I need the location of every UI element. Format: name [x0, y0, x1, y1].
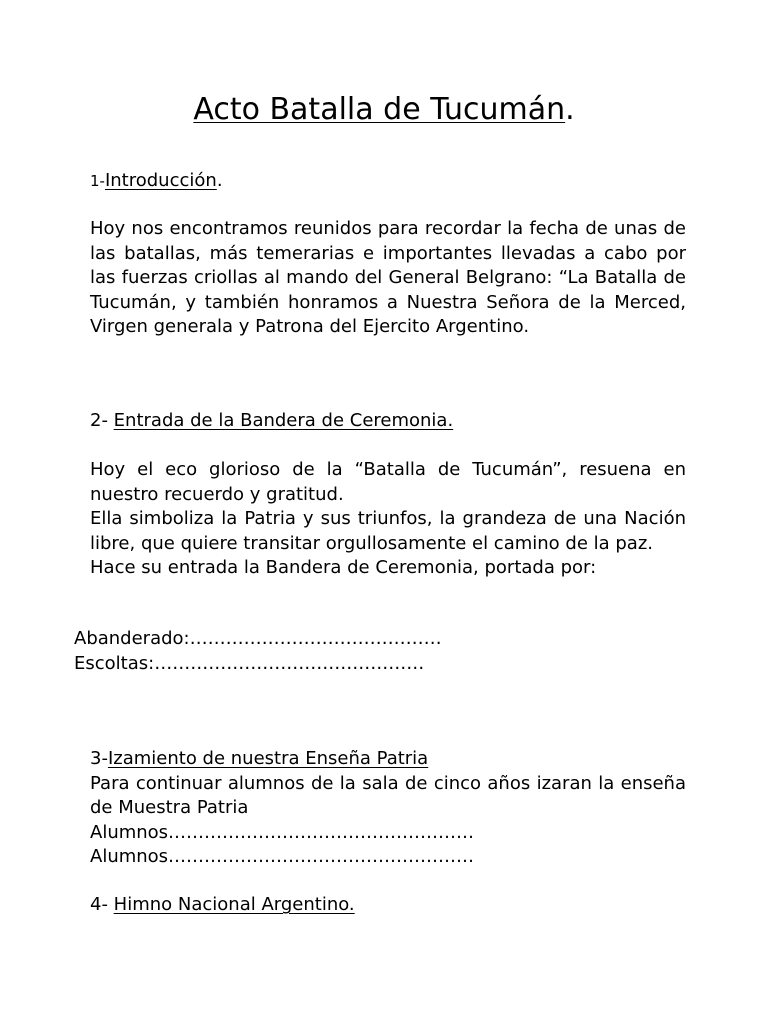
section4-number: 4-	[90, 894, 114, 915]
section1-heading-text: Introducción	[104, 170, 217, 191]
title-text: Acto Batalla de Tucumán	[193, 92, 566, 127]
section3-number: 3-	[90, 748, 108, 769]
alumnos-line-1: Alumnos……………………………………………	[90, 821, 475, 843]
alumnos-line-2: Alumnos……………………………………………	[90, 846, 475, 867]
escoltas-line: Escoltas:………………………………………	[74, 652, 425, 674]
section3-heading	[90, 747, 686, 772]
section2-number: 2-	[90, 410, 114, 431]
section1-number: 1-	[90, 172, 105, 190]
flag-bearers	[74, 627, 442, 676]
section1-paragraph: Hoy nos encontramos reunidos para recordar la fecha de unas de las batallas, más temerarias e importantes llevadas a cabo por las fuerzas criollas al mando del General Belgrano: “La Batalla de Tucumán, y también honramos a Nuestra Señora de la Merced, Virgen generala y Patrona del Ejercito Argentino.	[90, 218, 686, 337]
section1-heading-suffix: .	[216, 170, 223, 191]
section3-heading-text: Izamiento de nuestra Enseña Patria	[107, 748, 429, 769]
section2-paragraph-1: Hoy el eco glorioso de la “Batalla de Tucumán”, resuena en nuestro recuerdo y gratitud.	[90, 459, 686, 505]
section2-heading	[90, 409, 686, 434]
section3-paragraph: Para continuar alumnos de la sala de cinco años izaran la enseña de Muestra Patria	[90, 772, 686, 818]
section1-heading	[90, 169, 686, 194]
section2-body	[90, 458, 686, 581]
section2-paragraph-3: Hace su entrada la Bandera de Ceremonia, portada por:	[90, 557, 597, 578]
section4-heading	[90, 893, 686, 918]
page-title	[0, 88, 768, 132]
section4-heading-text: Himno Nacional Argentino.	[113, 894, 355, 915]
section3	[90, 747, 686, 870]
title-period: .	[565, 92, 575, 127]
section2-paragraph-2: Ella simboliza la Patria y sus triunfos, la grandeza de una Nación libre, que quiere transitar orgullosamente el camino de la paz.	[90, 508, 686, 554]
section2-heading-text: Entrada de la Bandera de Ceremonia.	[113, 410, 454, 431]
abanderado-line: Abanderado:……………………………………	[74, 628, 442, 649]
